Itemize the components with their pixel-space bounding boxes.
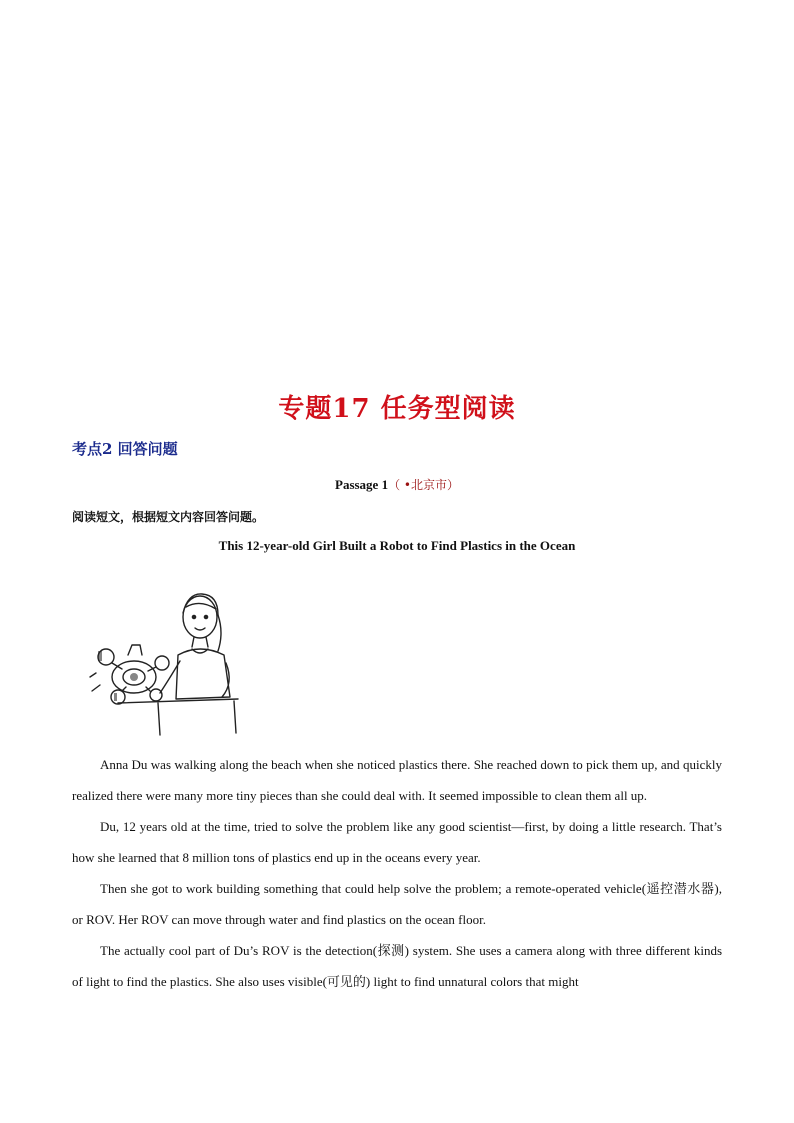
article-paragraph: Anna Du was walking along the beach when she noticed plastics there. She reached down to pick them up, and quickly realized there were many more tiny pieces than she could deal with. It seemed impossible to clean them all up.: [72, 757, 722, 803]
article-paragraph: The actually cool part of Du’s ROV is the detection(探测) system. She uses a camera along with three different kinds of light to find the plastics. She also uses visible(可见的) light to find unnatural colors that might: [72, 943, 722, 989]
article-paragraph: Then she got to work building something that could help solve the problem; a remote-operated vehicle(遥控潜水器), or ROV. Her ROV can move through water and find plastics on the ocean floor.: [72, 881, 722, 927]
passage-heading: [0, 476, 794, 493]
instruction-text: 阅读短文，根据短文内容回答问题。: [72, 510, 265, 524]
article-body: [72, 749, 722, 997]
section-heading: 考点2 回答问题: [72, 440, 178, 458]
girl-with-robot-illustration: [88, 585, 248, 740]
article-title: This 12-year-old Girl Built a Robot to Find Plastics in the Ocean: [218, 538, 576, 553]
article-paragraph: Du, 12 years old at the time, tried to solve the problem like any good scientist—first, by doing a little research. That’s how she learned that 8 million tons of plastics end up in the oceans every year.: [72, 819, 722, 865]
passage-label: Passage 1: [335, 477, 389, 492]
passage-source: （ •北京市）: [388, 478, 459, 492]
page-title: 专题17 任务型阅读: [278, 394, 516, 424]
